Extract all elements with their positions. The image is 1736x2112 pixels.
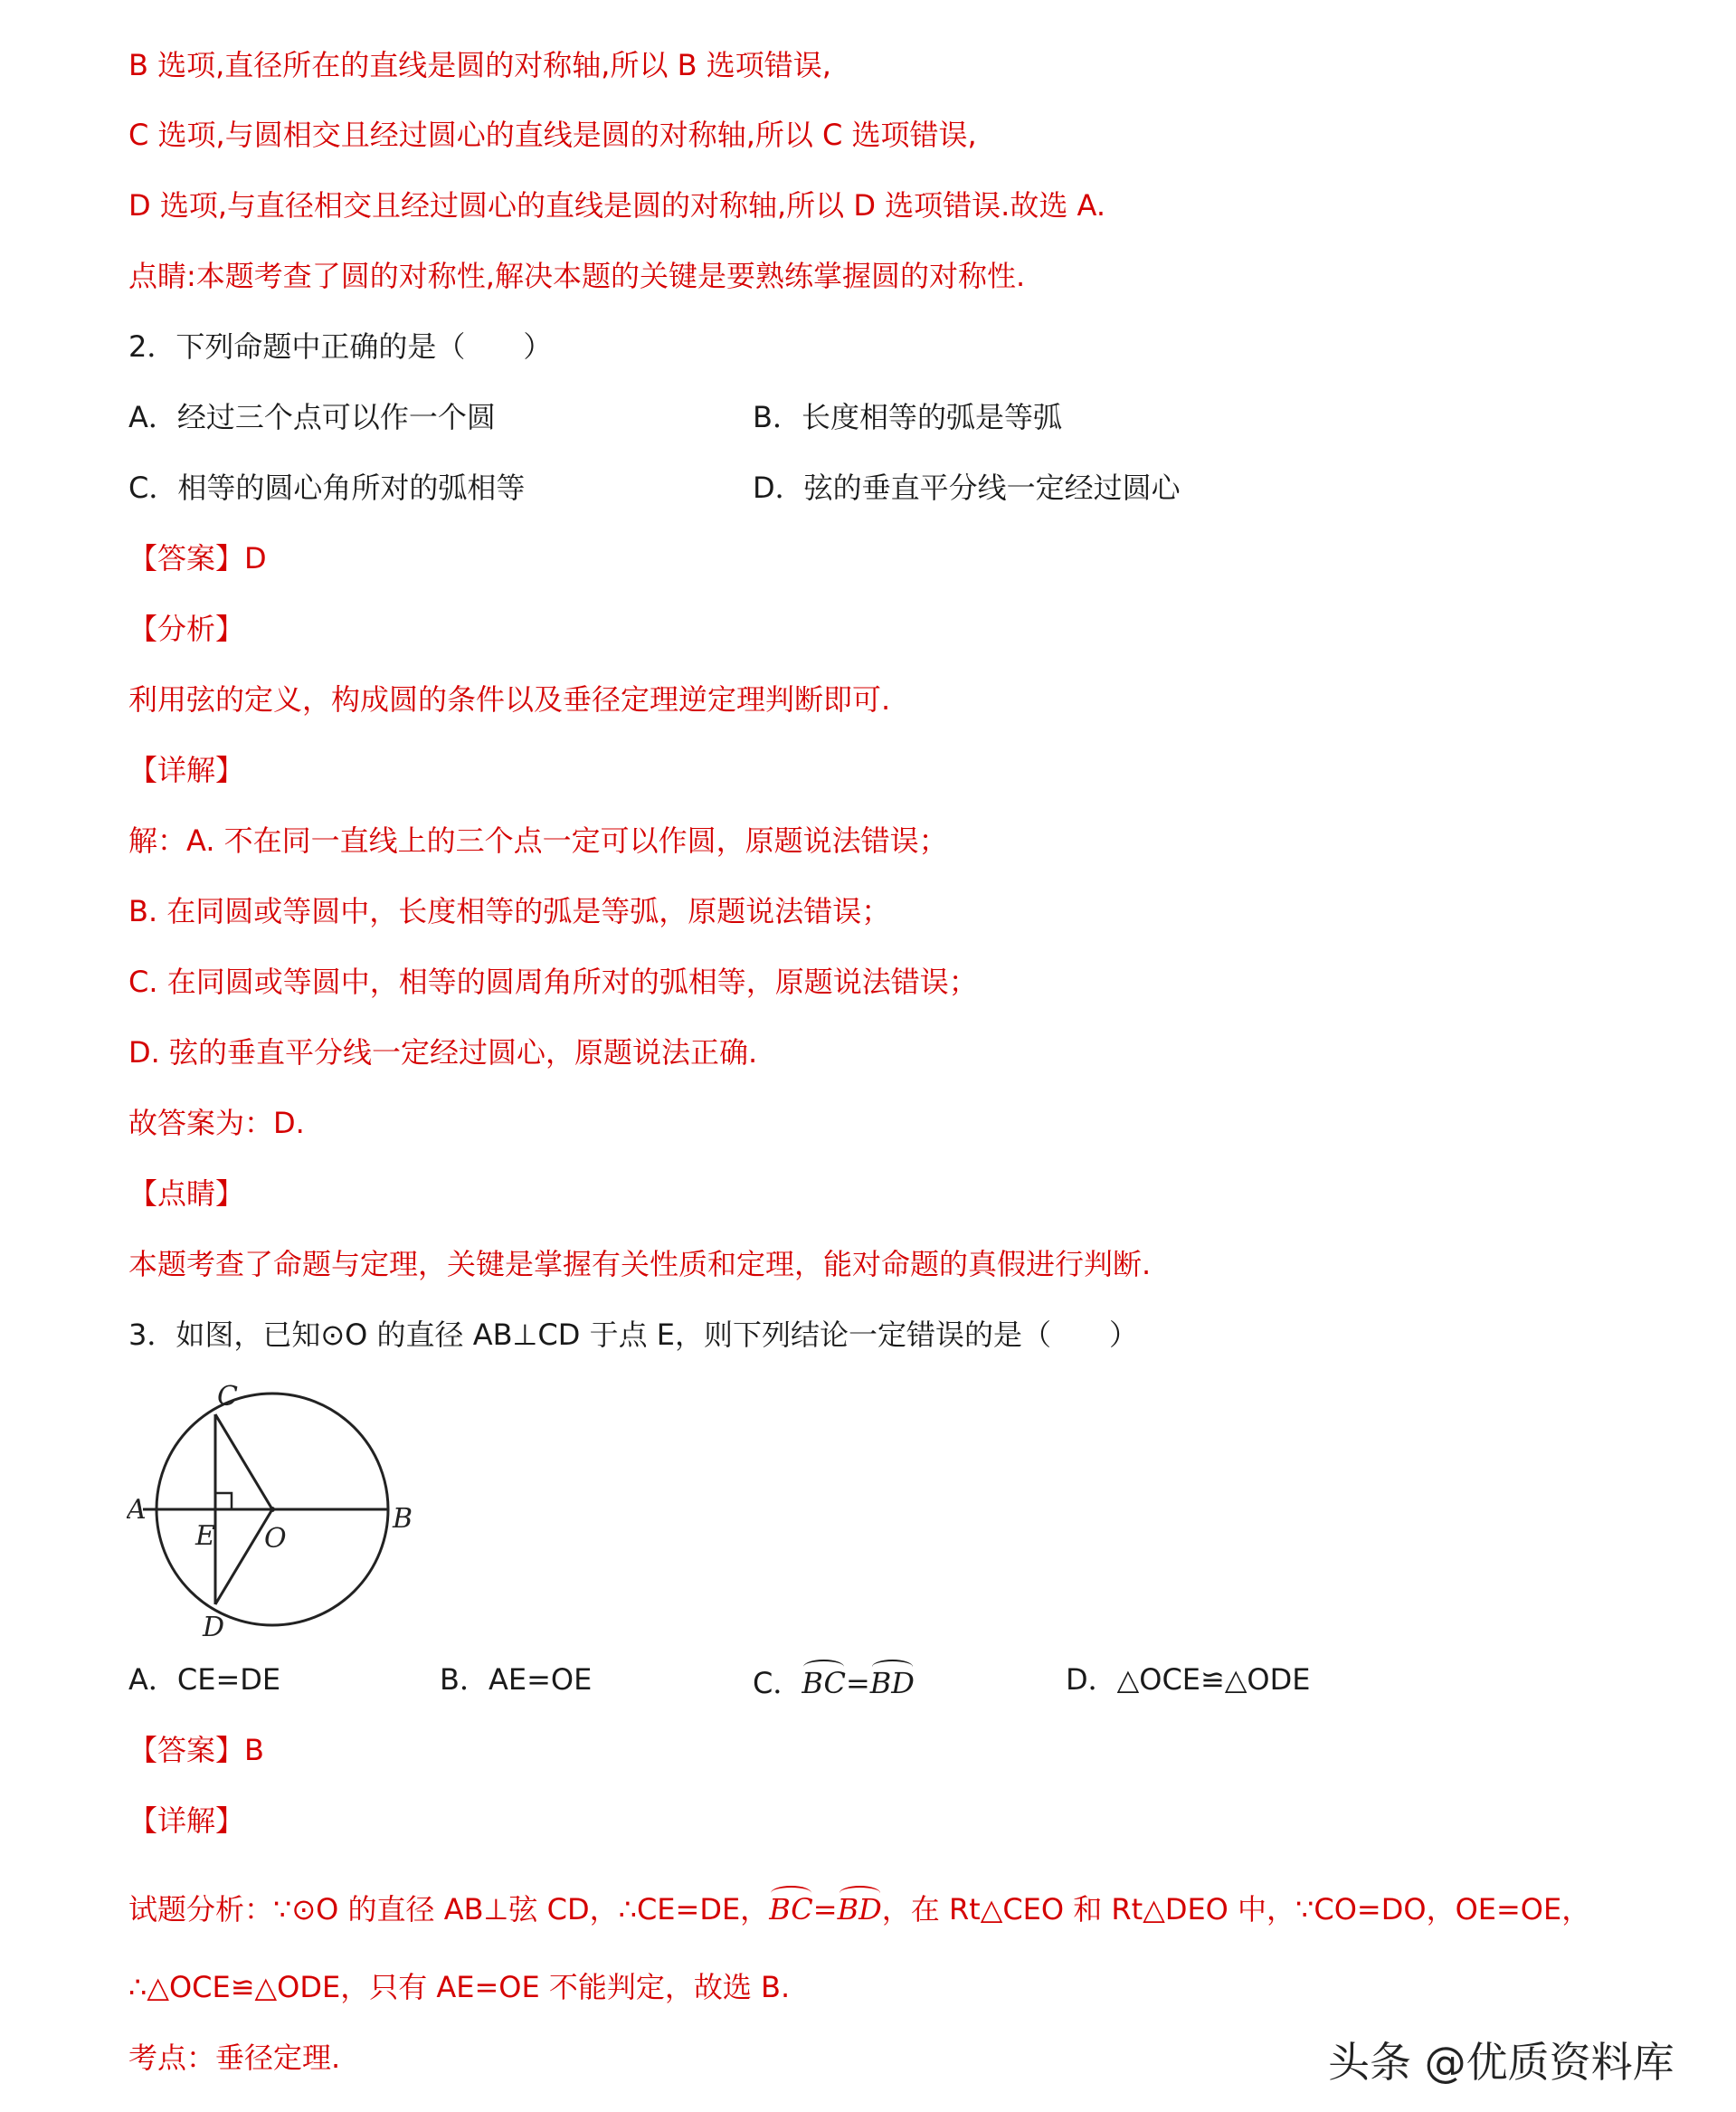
- q2-detail-line: C. 在同圆或等圆中，相等的圆周角所对的弧相等，原题说法错误；: [128, 965, 978, 999]
- arc-bd: BD: [838, 1889, 882, 1924]
- solution-comment: 点睛:本题考查了圆的对称性,解决本题的关键是要熟练掌握圆的对称性.: [128, 259, 1026, 293]
- q3-detail-heading: 【详解】: [128, 1803, 245, 1838]
- solution-line-c: C 选项,与圆相交且经过圆心的直线是圆的对称轴,所以 C 选项错误,: [128, 118, 977, 152]
- q3-analysis-line1: [128, 1889, 1590, 1924]
- arc-bc: BC: [802, 1663, 846, 1698]
- equals-sign: =: [845, 1666, 870, 1700]
- q3-analysis-text: 试题分析：∵⊙O 的直径 AB⊥弦 CD，∴CE=DE，: [128, 1892, 770, 1926]
- watermark: 头条 @优质资料库: [1328, 2038, 1674, 2087]
- q2-comment-heading: 【点睛】: [128, 1176, 245, 1211]
- q2-option-d: D．弦的垂直平分线一定经过圆心: [753, 471, 1181, 505]
- q2-detail-line: B. 在同圆或等圆中，长度相等的弧是等弧，原题说法错误；: [128, 894, 891, 928]
- q2-comment: 本题考查了命题与定理，关键是掌握有关性质和定理，能对命题的真假进行判断.: [128, 1247, 1152, 1281]
- label-a: A: [127, 1494, 147, 1526]
- solution-line-d: D 选项,与直径相交且经过圆心的直线是圆的对称轴,所以 D 选项错误.故选 A.: [128, 188, 1105, 223]
- q2-final-answer: 故答案为：D.: [128, 1106, 305, 1140]
- q2-detail-heading: 【详解】: [128, 753, 245, 787]
- q3-analysis-text: ，在 Rt△CEO 和 Rt△DEO 中，∵CO=DO，OE=OE，: [881, 1892, 1591, 1926]
- q2-detail-line: D. 弦的垂直平分线一定经过圆心，原题说法正确.: [128, 1035, 758, 1070]
- q2-detail-line: 解：A. 不在同一直线上的三个点一定可以作圆，原题说法错误；: [128, 823, 948, 858]
- q3-option-d: D．△OCE≌△ODE: [1066, 1662, 1311, 1697]
- q3-analysis-line2: ∴△OCE≌△ODE，只有 AE=OE 不能判定，故选 B.: [128, 1970, 791, 2004]
- arc-bc: BC: [769, 1889, 813, 1924]
- label-e: E: [195, 1520, 215, 1552]
- arc-bd: BD: [870, 1663, 915, 1698]
- q2-option-a: A．经过三个点可以作一个圆: [128, 400, 496, 434]
- q2-analysis: 利用弦的定义，构成圆的条件以及垂径定理逆定理判断即可.: [128, 682, 891, 717]
- equals-sign: =: [812, 1892, 838, 1926]
- q3-option-c-prefix: C．: [753, 1666, 802, 1700]
- label-b: B: [393, 1503, 413, 1535]
- label-c: C: [217, 1381, 238, 1413]
- q2-option-c: C．相等的圆心角所对的弧相等: [128, 471, 526, 505]
- q2-option-b: B．长度相等的弧是等弧: [753, 400, 1062, 434]
- label-d: D: [203, 1612, 225, 1642]
- q3-kaodian: 考点：垂径定理.: [128, 2041, 341, 2075]
- q3-option-b: B．AE=OE: [440, 1662, 593, 1697]
- q2-analysis-heading: 【分析】: [128, 612, 245, 646]
- q3-option-a: A．CE=DE: [128, 1662, 281, 1697]
- solution-line-b: B 选项,直径所在的直线是圆的对称轴,所以 B 选项错误,: [128, 48, 831, 82]
- circle-diagram: [127, 1371, 416, 1642]
- q2-answer: 【答案】D: [128, 541, 267, 576]
- q3-answer: 【答案】B: [128, 1733, 264, 1767]
- q3-option-c: [753, 1663, 915, 1698]
- q2-stem: 2．下列命题中正确的是（ ）: [128, 329, 553, 364]
- label-o: O: [264, 1523, 287, 1555]
- q3-stem: 3．如图，已知⊙O 的直径 AB⊥CD 于点 E，则下列结论一定错误的是（ ）: [128, 1318, 1138, 1352]
